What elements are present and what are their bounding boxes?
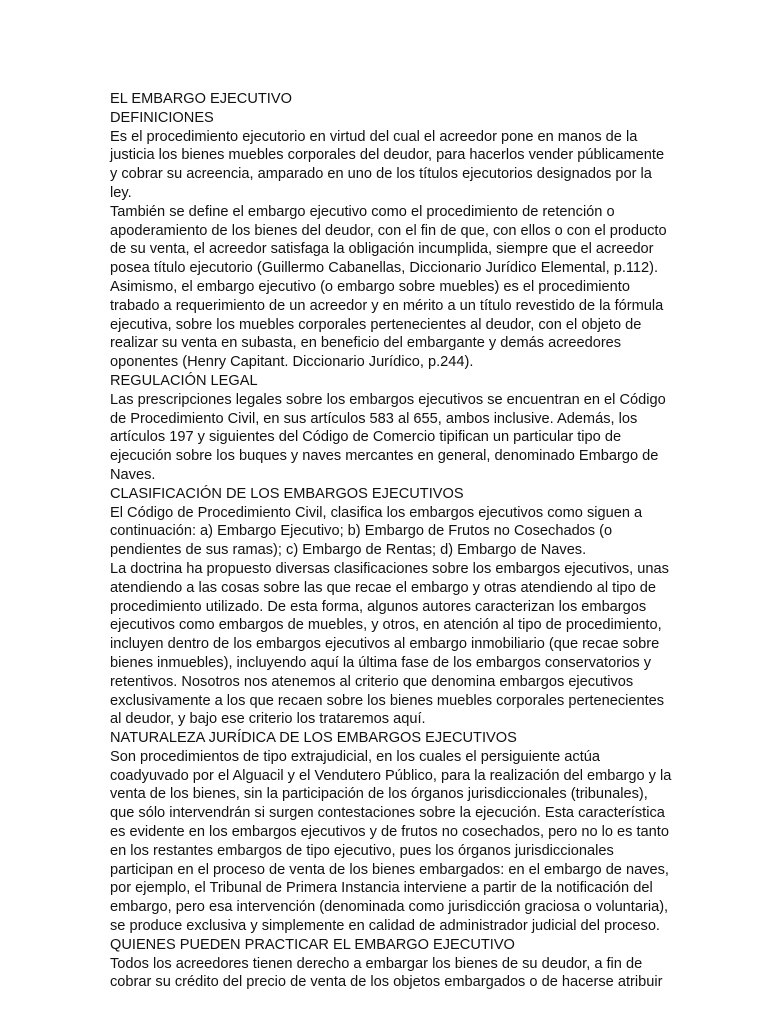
text-line: Todos los acreedores tienen derecho a embargar los bienes de su deudor, a fin de [110, 955, 643, 972]
text-line: participan en el proceso de venta de los bienes embargados: en el embargo de naves, [110, 861, 669, 878]
text-line: que sólo intervendrán si surgen contestaciones sobre la ejecución. Esta característica [110, 805, 665, 822]
text-line: Es el procedimiento ejecutorio en virtud del cual el acreedor pone en manos de la [110, 128, 638, 145]
text-line: Las prescripciones legales sobre los embargos ejecutivos se encuentran en el Código [110, 391, 666, 408]
text-line: procedimiento utilizado. De esta forma, algunos autores caracterizan los embargos [110, 598, 647, 615]
text-line: bienes inmuebles), incluyendo aquí la última fase de los embargos conservatorios y [110, 654, 652, 671]
heading-clasificacion: CLASIFICACIÓN DE LOS EMBARGOS EJECUTIVOS [110, 485, 464, 502]
text-line: venta de los bienes, sin la participación de los órganos jurisdiccionales (tribunales), [110, 786, 648, 803]
text-line: retentivos. Nosotros nos atenemos al criterio que denomina embargos ejecutivos [110, 673, 634, 690]
text-line: Son procedimientos de tipo extrajudicial, en los cuales el persiguiente actúa [110, 748, 600, 765]
text-line: justicia los bienes muebles corporales del deudor, para hacerlos vender públicamente [110, 147, 665, 164]
text-line: y cobrar su acreencia, amparado en uno de los títulos ejecutorios designados por la [110, 166, 652, 183]
text-line: El Código de Procedimiento Civil, clasifica los embargos ejecutivos como siguen a [110, 504, 643, 521]
text-line: realizar su venta en subasta, en beneficio del embargante y demás acreedores [110, 335, 622, 352]
text-line: También se define el embargo ejecutivo como el procedimiento de retención o [110, 203, 615, 220]
text-line: ley. [110, 184, 132, 201]
text-line: incluyen dentro de los embargos ejecutivos al embargo inmobiliario (que recae sobre [110, 636, 660, 653]
text-line: por ejemplo, el Tribunal de Primera Instancia interviene a partir de la notificación del [110, 880, 653, 897]
text-line: oponentes (Henry Capitant. Diccionario Jurídico, p.244). [110, 354, 474, 371]
text-line: ejecutiva, sobre los muebles corporales pertenecientes al deudor, con el objeto de [110, 316, 642, 333]
text-line: cobrar su crédito del precio de venta de los objetos embargados o de hacerse atribuir [110, 974, 663, 991]
text-line: continuación: a) Embargo Ejecutivo; b) Embargo de Frutos no Cosechados (o [110, 523, 613, 540]
heading-quienes-pueden: QUIENES PUEDEN PRACTICAR EL EMBARGO EJECUTIVO [110, 936, 515, 953]
text-line: posea título ejecutorio (Guillermo Cabanellas, Diccionario Jurídico Elemental, p.112). [110, 260, 659, 277]
text-line: de su venta, el acreedor satisfaga la obligación incumplida, siempre que el acreedor [110, 241, 654, 258]
text-line: artículos 197 y siguientes del Código de Comercio tipifican un particular tipo de [110, 429, 622, 446]
text-line: Asimismo, el embargo ejecutivo (o embargo sobre muebles) es el procedimiento [110, 278, 630, 295]
text-line: embargo, pero esa intervención (denominada como jurisdicción graciosa o voluntaria), [110, 899, 669, 916]
text-line: de Procedimiento Civil, en sus artículos 583 al 655, ambos inclusive. Además, los [110, 410, 638, 427]
document-text [110, 90, 672, 992]
heading-definiciones: DEFINICIONES [110, 109, 214, 126]
text-line: coadyuvado por el Alguacil y el Vendutero Público, para la realización del embargo y la [110, 767, 672, 784]
text-line: en los restantes embargos de tipo ejecutivo, pues los órganos jurisdiccionales [110, 842, 614, 859]
text-line: es evidente en los embargos ejecutivos y de frutos no cosechados, pero no lo es tanto [110, 824, 669, 841]
heading-title: EL EMBARGO EJECUTIVO [110, 91, 292, 107]
text-line: se produce exclusiva y simplemente en calidad de administrador judicial del proceso. [110, 918, 660, 935]
heading-naturaleza-juridica: NATURALEZA JURÍDICA DE LOS EMBARGOS EJECUTIVOS [110, 730, 517, 747]
text-line: apoderamiento de los bienes del deudor, con el fin de que, con ellos o con el producto [110, 222, 667, 239]
text-line: pendientes de sus ramas); c) Embargo de Rentas; d) Embargo de Naves. [110, 542, 587, 559]
text-line: al deudor, y bajo ese criterio los trataremos aquí. [110, 711, 426, 728]
text-line: ejecutivos como embargos de muebles, y otros, en atención al tipo de procedimiento, [110, 617, 662, 634]
text-line: exclusivamente a los que recaen sobre los bienes muebles corporales pertenecientes [110, 692, 665, 709]
text-line: La doctrina ha propuesto diversas clasificaciones sobre los embargos ejecutivos, unas [110, 560, 669, 577]
heading-regulacion-legal: REGULACIÓN LEGAL [110, 372, 258, 389]
text-line: ejecución sobre los buques y naves mercantes en general, denominado Embargo de [110, 448, 659, 465]
text-line: Naves. [110, 466, 156, 483]
text-line: atendiendo a las cosas sobre las que recae el embargo y otras atendiendo al tipo de [110, 579, 657, 596]
text-line: trabado a requerimiento de un acreedor y en mérito a un título revestido de la fórmula [110, 297, 664, 314]
